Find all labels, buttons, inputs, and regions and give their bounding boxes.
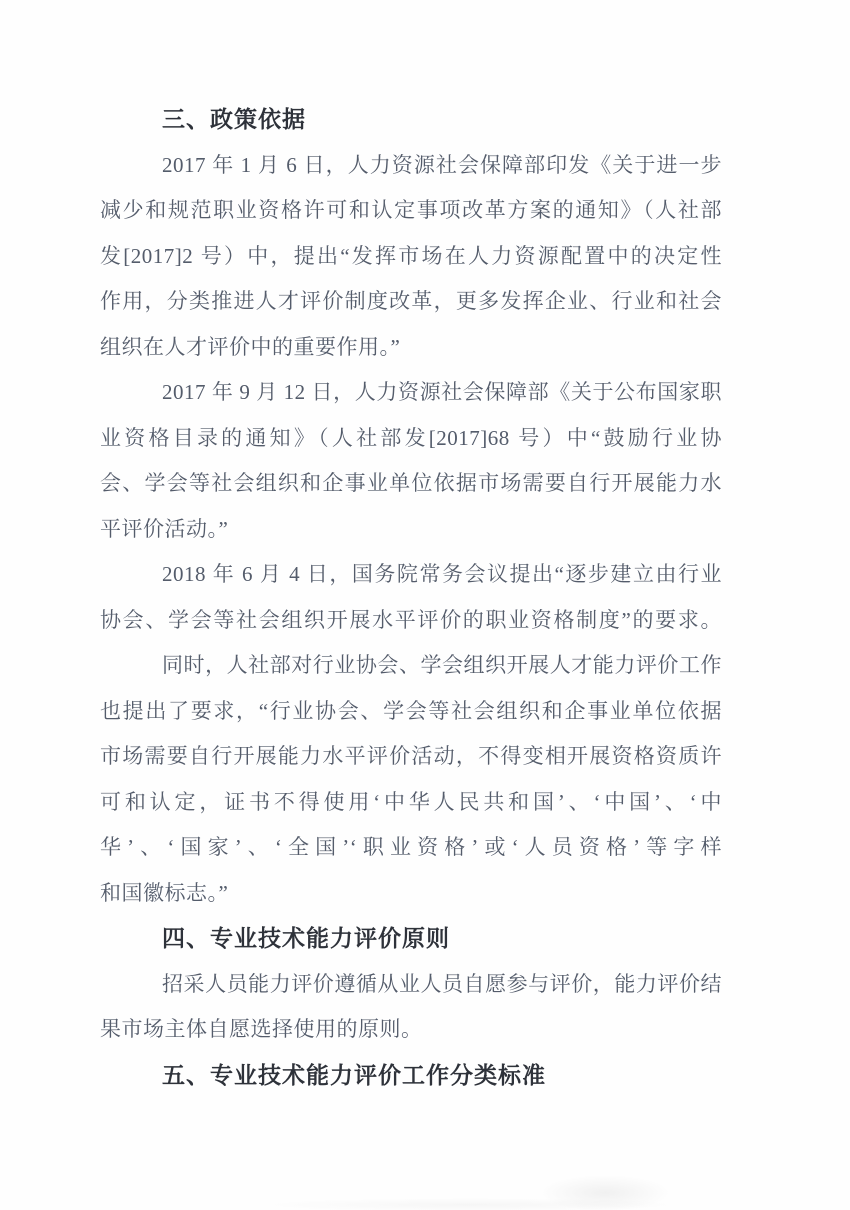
paragraph-line: 2017 年 9 月 12 日，人力资源社会保障部《关于公布国家职 bbox=[162, 380, 722, 404]
paragraph-line: 果市场主体自愿选择使用的原则。 bbox=[100, 1017, 423, 1041]
paragraph-line: 可和认定，证书不得使用‘中华人民共和国’、‘中国’、‘中 bbox=[100, 789, 722, 814]
scan-artifact bbox=[260, 1198, 680, 1210]
paragraph-line: 减少和规范职业资格许可和认定事项改革方案的通知》（人社部 bbox=[100, 198, 722, 222]
paragraph-line: 会、学会等社会组织和企事业单位依据市场需要自行开展能力水 bbox=[100, 471, 722, 495]
paragraph-line: 华’、‘国家’、‘全国’‘职业资格’或‘人员资格’等字样 bbox=[100, 835, 722, 859]
section-heading-evaluation-principles: 四、专业技术能力评价原则 bbox=[162, 925, 450, 951]
paragraph-line: 市场需要自行开展能力水平评价活动，不得变相开展资格资质许 bbox=[100, 744, 722, 768]
paragraph-line: 业资格目录的通知》（人社部发[2017]68 号）中“鼓励行业协 bbox=[100, 425, 722, 450]
paragraph-line: 协会、学会等社会组织开展水平评价的职业资格制度”的要求。 bbox=[100, 607, 722, 632]
section-heading-classification-standard: 五、专业技术能力评价工作分类标准 bbox=[162, 1061, 546, 1088]
paragraph-line: 组织在人才评价中的重要作用。” bbox=[100, 334, 401, 359]
paragraph-line: 招采人员能力评价遵循从业人员自愿参与评价，能力评价结 bbox=[162, 971, 722, 996]
scan-artifact bbox=[540, 1175, 670, 1210]
section-heading-policy-basis: 三、政策依据 bbox=[162, 106, 306, 132]
paragraph-line: 作用，分类推进人才评价制度改革，更多发挥企业、行业和社会 bbox=[100, 289, 722, 313]
document-text-block bbox=[100, 97, 722, 1098]
paragraph-line: 2018 年 6 月 4 日，国务院常务会议提出“逐步建立由行业 bbox=[162, 562, 722, 586]
paragraph-line: 同时，人社部对行业协会、学会组织开展人才能力评价工作 bbox=[162, 653, 722, 677]
paragraph-line: 平评价活动。” bbox=[100, 516, 229, 541]
paragraph-line: 也提出了要求，“行业协会、学会等社会组织和企事业单位依据 bbox=[100, 698, 722, 723]
paragraph-line: 和国徽标志。” bbox=[100, 880, 229, 905]
paragraph-line: 2017 年 1 月 6 日，人力资源社会保障部印发《关于进一步 bbox=[162, 152, 722, 177]
paragraph-line: 发[2017]2 号）中，提出“发挥市场在人力资源配置中的决定性 bbox=[100, 243, 722, 268]
